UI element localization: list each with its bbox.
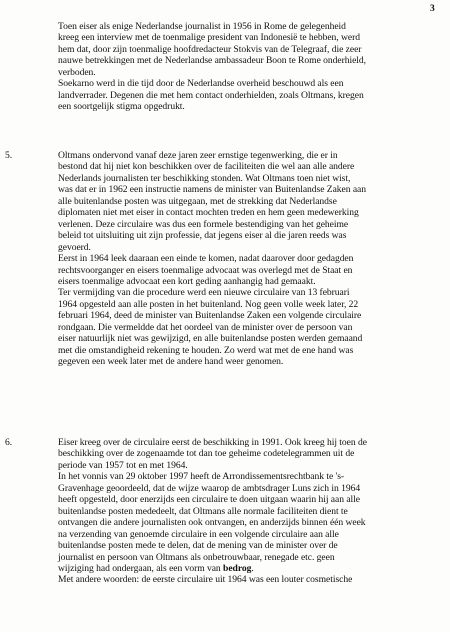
text-line: rechtsvoorganger en eisers toenmalige advocaat was overlegd met de Staat en xyxy=(58,264,353,276)
text-line: eisers toenmalige advocaat een kort geding aanhangig had gemaakt. xyxy=(58,275,316,287)
text-line: februari 1964, deed de minister van Buitenlandse Zaken een volgende circulaire xyxy=(58,310,362,322)
text-line: Eerst in 1964 leek daaraan een einde te komen, nadat daarover door gedagden xyxy=(58,253,354,265)
text-line: beleid tot uitsluiting uit zijn professie, dat jegens eiser al die jaren reeds was xyxy=(58,230,347,242)
text-line: kreeg een interview met de toenmalige president van Indonesië te hebben, werd xyxy=(58,32,360,44)
paragraph-6 xyxy=(58,437,438,586)
text-line: gevoerd. xyxy=(58,241,91,253)
paragraph-number-6: 6. xyxy=(5,437,13,448)
text-line: hem dat, door zijn toenmalige hoofdredacteur Stokvis van de Telegraaf, die zeer xyxy=(58,43,362,55)
text-line: een soortgelijk stigma opgedrukt. xyxy=(58,101,185,113)
text-line: bestond dat hij niet kon beschikken over de faciliteiten die wel aan alle andere xyxy=(58,161,355,173)
text-line: ontvangen die andere journalisten ook ontvangen, en anderzijds binnen één week xyxy=(58,517,366,529)
page-number: 3 xyxy=(430,4,435,14)
text-line: buitenlandse posten mededeelt, dat Oltmans alle normale faciliteiten dient te xyxy=(58,505,348,517)
text-line: diplomaten niet met eiser in contact mochten treden en hem geen medewerking xyxy=(58,207,359,219)
text-line: nauwe betrekkingen met de Nederlandse ambassadeur Boon te Rome onderhield, xyxy=(58,55,366,67)
text-line: heeft opgesteld, door enerzijds een circulaire te doen uitgaan waarin hij aan alle xyxy=(58,494,360,506)
text-line: Eiser kreeg over de circulaire eerst de beschikking in 1991. Ook kreeg hij toen de xyxy=(58,437,367,448)
text-line: Gravenhage geoordeeld, dat de wijze waarop de ambtsdrager Luns zich in 1964 xyxy=(58,482,361,494)
text-line: verlenen. Deze circulaire was dus een formele bestendiging van het geheime xyxy=(58,218,349,230)
intro-paragraph xyxy=(58,21,438,113)
text-line: Soekarno werd in die tijd door de Nederlandse overheid beschouwd als een xyxy=(58,78,344,90)
text-line: eiser natuurlijk niet was gewijzigd, en alle buitenlandse posten werden gemaand xyxy=(58,333,363,345)
text-line: was dat er in 1962 een instructie namens de minister van Buitenlandse Zaken aan xyxy=(58,184,367,196)
text-line: alle buitenlandse posten was uitgegaan, met de strekking dat Nederlandse xyxy=(58,195,337,207)
text-line: Toen eiser als enige Nederlandse journalist in 1956 in Rome de gelegenheid xyxy=(58,21,346,32)
text-line: rondgaan. Die vermeldde dat het oordeel van de minister over de persoon van xyxy=(58,321,353,333)
punctuation: . xyxy=(251,562,254,574)
text-line: landverrader. Degenen die met hem contact onderhielden, zoals Oltmans, kregen xyxy=(58,89,364,101)
paragraph-number-5: 5. xyxy=(5,150,13,161)
text-line: In het vonnis van 29 oktober 1997 heeft de Arrondissementsrechtbank te 's- xyxy=(58,471,345,483)
text-line: na verzending van genoemde circulaire in een volgende circulaire aan alle xyxy=(58,528,339,540)
text-line: periode van 1957 tot en met 1964. xyxy=(58,459,188,471)
bold-word: bedrog xyxy=(223,562,252,574)
text-line: buitenlandse posten mede te delen, dat de mening van de minister over de xyxy=(58,540,338,552)
text-line: Nederlands journalisten ter beschikking stonden. Wat Oltmans toen niet wist, xyxy=(58,172,351,184)
text-line xyxy=(58,563,438,574)
text-line: gegeven een week later met de andere hand weer genomen. xyxy=(58,356,284,368)
text-fragment: wijziging had ondergaan, als een vorm van xyxy=(58,562,224,574)
text-line: journalist en persoon van Oltmans als onbetrouwbaar, renegade etc. geen xyxy=(58,551,335,563)
text-line: 1964 opgesteld aan alle posten in het buitenland. Nog geen volle week later, 22 xyxy=(58,298,359,310)
paragraph-5 xyxy=(58,150,438,368)
text-line: beschikking over de zogenaamde tot dan toe geheime codetelegrammen uit de xyxy=(58,448,355,460)
text-line: Oltmans ondervond vanaf deze jaren zeer ernstige tegenwerking, die er in xyxy=(58,150,338,161)
text-line: Met andere woorden: de eerste circulaire uit 1964 was een louter cosmetische xyxy=(58,574,353,586)
text-line: met die omstandigheid rekening te houden. Zo werd wat met de ene hand was xyxy=(58,344,354,356)
text-line: verboden. xyxy=(58,66,96,78)
text-line: Ter vermijding van die procedure werd een nieuwe circulaire van 13 februari xyxy=(58,287,350,299)
